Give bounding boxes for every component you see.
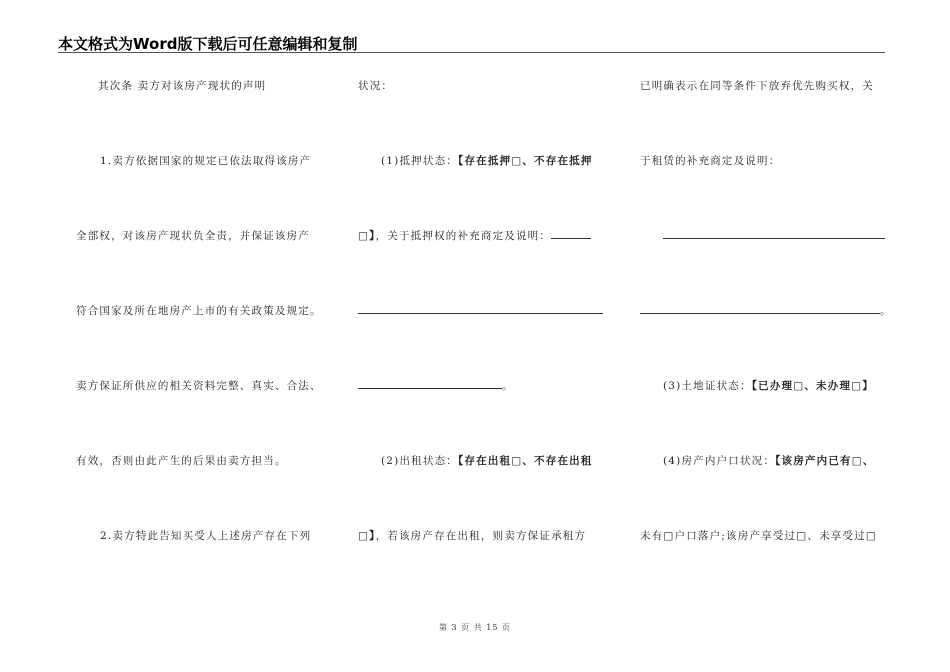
- text-line: [358, 529, 586, 543]
- mortgage-status-options: 【存在抵押□、不存在抵押: [457, 155, 593, 167]
- rental-status-options-end: □】: [358, 530, 376, 542]
- household-status-label: (4)房产内户口状况：: [663, 455, 776, 467]
- text-line: [358, 304, 603, 318]
- blank-underline: [551, 229, 591, 239]
- land-cert-status-label: (3)土地证状态：: [663, 380, 752, 392]
- mortgage-status-label: (1)抵押状态：: [381, 155, 458, 167]
- blank-underline: [358, 379, 502, 389]
- text-line: [663, 454, 875, 468]
- text-line: 其次条 卖方对该房产现状的声明: [98, 80, 267, 92]
- text-line: [358, 229, 591, 243]
- text-line: 全部权，对该房产现状负全责，并保证该房产: [76, 230, 310, 242]
- blank-underline: [663, 229, 885, 239]
- text-line: 状况：: [358, 80, 394, 92]
- text-line: [663, 229, 885, 243]
- mortgage-note-label: ，关于抵押权的补充商定及说明：: [375, 230, 552, 242]
- rental-note-text: ，若该房产存在出租，则卖方保证承租方: [375, 530, 587, 542]
- text-line: 已明确表示在同等条件下放弃优先购买权，关: [640, 80, 874, 92]
- header-divider: [58, 52, 885, 53]
- text-line: 1.卖方依据国家的规定已依法取得该房产: [100, 155, 312, 167]
- page-header-title: 本文格式为Word版下载后可任意编辑和复制: [58, 35, 358, 53]
- text-line: 卖方保证所供应的相关资料完整、真实、合法、: [76, 380, 322, 392]
- text-line: 于租赁的补充商定及说明：: [640, 155, 781, 167]
- blank-underline: [640, 304, 880, 314]
- land-cert-status-options: 【已办理□、未办理□】: [751, 380, 874, 392]
- blank-underline: [358, 304, 603, 314]
- text-line: 未有□户口落户;该房产享受过□、未享受过□: [640, 530, 877, 542]
- text-line: 符合国家及所在地房产上市的有关政策及规定。: [76, 305, 322, 317]
- text-line: [663, 379, 874, 393]
- period-mark: 。: [502, 380, 514, 392]
- text-line: 2.卖方特此告知买受人上述房产存在下列: [100, 530, 312, 542]
- rental-status-label: (2)出租状态：: [381, 455, 458, 467]
- mortgage-status-options-end: □】: [358, 230, 376, 242]
- page-number: 第 3 页 共 15 页: [439, 623, 511, 632]
- rental-status-options: 【存在出租□、不存在出租: [457, 455, 593, 467]
- text-line: [640, 304, 892, 318]
- text-line: [358, 379, 514, 393]
- period-mark: 。: [880, 305, 892, 317]
- household-status-options: 【该房产内已有□、: [775, 455, 875, 467]
- text-line: [381, 154, 593, 168]
- text-line: 有效，否则由此产生的后果由卖方担当。: [76, 455, 287, 467]
- text-line: [381, 454, 593, 468]
